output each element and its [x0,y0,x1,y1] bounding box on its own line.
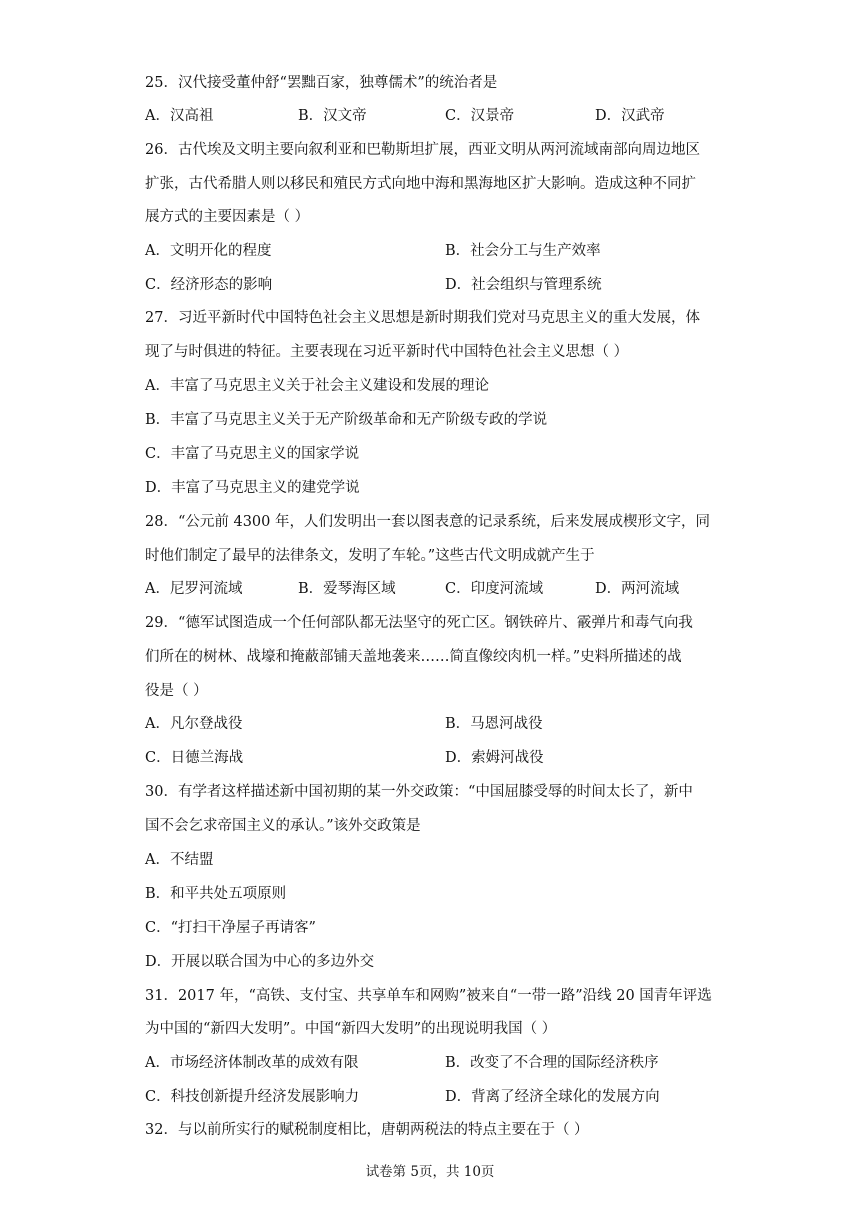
question-26-stem-line: 26．古代埃及文明主要向叙利亚和巴勒斯坦扩展，西亚文明从两河流域南部向周边地区 [145,142,700,158]
question-30-option-a: A．不结盟 [145,852,214,868]
question-28-stem-line: 28．“公元前 4300 年，人们发明出一套以图表意的记录系统，后来发展成楔形文字，同 [145,514,710,530]
question-31-option-c: C．科技创新提升经济发展影响力 [145,1089,360,1105]
question-26-option-d: D．社会组织与管理系统 [445,277,602,293]
question-26-option-a: A．文明开化的程度 [145,243,272,259]
question-30-stem-line: 30．有学者这样描述新中国初期的某一外交政策：“中国屈膝受辱的时间太长了，新中 [145,784,693,800]
question-27-option-c: C．丰富了马克思主义的国家学说 [145,446,360,462]
question-29-stem-line: 役是（ ） [145,683,208,699]
question-29-option-c: C．日德兰海战 [145,750,244,766]
question-30-stem-line: 国不会乞求帝国主义的承认。”该外交政策是 [145,818,421,834]
question-32-stem: 32．与以前所实行的赋税制度相比，唐朝两税法的特点主要在于（ ） [145,1122,589,1138]
question-29-option-a: A．凡尔登战役 [145,716,243,732]
question-30-option-b: B．和平共处五项原则 [145,886,287,902]
question-25-stem: 25．汉代接受董仲舒“罢黜百家，独尊儒术”的统治者是 [145,75,498,91]
page-footer: 试卷第 5页，共 10页 [365,1164,495,1180]
question-26-option-b: B．社会分工与生产效率 [445,243,601,259]
question-31-option-a: A．市场经济体制改革的成效有限 [145,1055,359,1071]
question-25-option-a: A．汉高祖 [145,108,214,124]
question-31-option-b: B．改变了不合理的国际经济秩序 [445,1055,659,1071]
question-28-option-d: D．两河流域 [595,581,680,597]
question-31-stem-line: 为中国的“新四大发明”。中国“新四大发明”的出现说明我国（ ） [145,1021,557,1037]
question-29-stem-line: 29．“德军试图造成一个任何部队都无法坚守的死亡区。钢铁碎片、霰弹片和毒气向我 [145,615,693,631]
question-26-stem-line: 扩张，古代希腊人则以移民和殖民方式向地中海和黑海地区扩大影响。造成这种不同扩 [145,176,696,192]
question-26-stem-line: 展方式的主要因素是（ ） [145,209,310,225]
question-27-stem-line: 现了与时俱进的特征。主要表现在习近平新时代中国特色社会主义思想（ ） [145,344,629,360]
question-31-option-d: D．背离了经济全球化的发展方向 [445,1089,660,1105]
question-27-option-a: A．丰富了马克思主义关于社会主义建设和发展的理论 [145,378,489,394]
question-26-option-c: C．经济形态的影响 [145,277,273,293]
question-28-option-b: B．爱琴海区域 [298,581,396,597]
question-25-option-d: D．汉武帝 [595,108,665,124]
question-27-stem-line: 27．习近平新时代中国特色社会主义思想是新时期我们党对马克思主义的重大发展，体 [145,310,700,326]
question-30-option-c: C．“打扫干净屋子再请客” [145,920,316,936]
question-29-stem-line: 们所在的树林、战壕和掩蔽部铺天盖地袭来……简直像绞肉机一样。”史料所描述的战 [145,649,682,665]
question-29-option-d: D．索姆河战役 [445,750,544,766]
question-27-option-d: D．丰富了马克思主义的建党学说 [145,480,360,496]
question-28-stem-line: 时他们制定了最早的法律条文，发明了车轮。”这些古代文明成就产生于 [145,548,595,564]
question-28-option-a: A．尼罗河流域 [145,581,243,597]
question-30-option-d: D．开展以联合国为中心的多边外交 [145,954,375,970]
question-29-option-b: B．马恩河战役 [445,716,543,732]
question-25-option-c: C．汉景帝 [445,108,515,124]
question-28-option-c: C．印度河流域 [445,581,544,597]
question-27-option-b: B．丰富了马克思主义关于无产阶级革命和无产阶级专政的学说 [145,412,548,428]
question-25-option-b: B．汉文帝 [298,108,367,124]
question-31-stem-line: 31．2017 年，“高铁、支付宝、共享单车和网购”被来自“一带一路”沿线 20 国青年评选 [145,988,712,1004]
